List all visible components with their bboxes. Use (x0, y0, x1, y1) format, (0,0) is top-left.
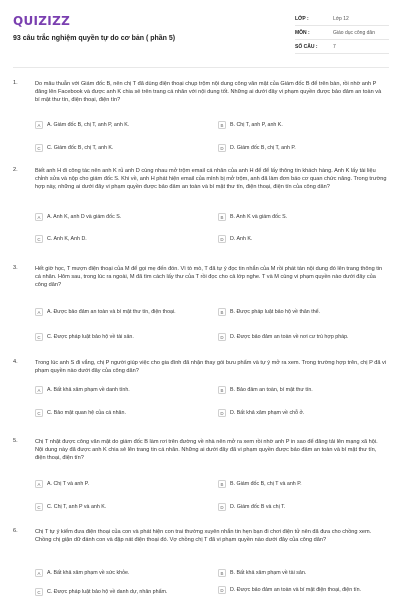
option-letter-box: A (35, 386, 43, 394)
option-letter-box: C (35, 333, 43, 341)
question-text: Chị T tự ý kiểm đưa điện thoại của con và phát hiện con trai thường xuyên nhắn tin hẹn bạn đi chơi điện tử nên đã đưa cho chồng xem. Chồng chị giận dữ đánh con và đập nát điện thoại đó. Vợ chồng chị T đã vi phạm quyền nào dưới đây của công dân? (35, 529, 372, 544)
option-letter-box: A (35, 480, 43, 488)
option-text: A. Bất khả xâm phạm về danh tính. (47, 386, 130, 393)
option-text: C. Bảo mật quan hệ của cá nhân. (47, 409, 126, 416)
option-text: A. Giám đốc B, chị T, anh P, anh K. (47, 121, 130, 128)
meta-value: Giáo dục công dân (333, 29, 375, 36)
option-a[interactable] (35, 121, 197, 129)
meta-row-class (295, 12, 389, 26)
option-letter-box: D (218, 503, 226, 511)
option-a[interactable] (35, 480, 197, 488)
option-text: D. Được bảo đảm an toàn về nơi cư trú hợp pháp. (230, 333, 349, 340)
option-text: B. Bất khả xâm phạm về tài sản. (230, 569, 307, 576)
meta-value: 7 (333, 43, 336, 50)
option-d[interactable] (218, 144, 380, 152)
option-letter-box: B (218, 308, 226, 316)
option-letter-box: A (35, 308, 43, 316)
option-a[interactable] (35, 308, 197, 316)
meta-row-question-count (295, 40, 389, 54)
option-b[interactable] (218, 213, 380, 221)
option-letter-box: B (218, 121, 226, 129)
quizizz-logo: QUIZIZZ (13, 14, 71, 28)
option-letter-box: B (218, 386, 226, 394)
option-c[interactable] (35, 588, 197, 596)
quiz-title: 93 câu trắc nghiệm quyền tự do cơ bản ( phần 5) (13, 35, 176, 42)
option-text: D. Anh K. (230, 235, 253, 242)
option-b[interactable] (218, 569, 380, 577)
option-letter-box: A (35, 213, 43, 221)
option-text: D. Giám đốc B và chị T. (230, 503, 286, 510)
option-text: C. Được pháp luật bảo hộ về danh dự, nhân phẩm. (47, 588, 168, 595)
option-letter-box: C (35, 235, 43, 243)
option-text: B. Bảo đảm an toàn, bí mật thư tín. (230, 386, 313, 393)
option-letter-box: A (35, 569, 43, 577)
option-text: B. Chị T, anh P, anh K. (230, 121, 283, 128)
option-text: D. Giám đốc B, chị T, anh P. (230, 144, 296, 151)
option-b[interactable] (218, 308, 380, 316)
option-text: A. Chị T và anh P. (47, 480, 90, 487)
option-text: C. Chị T, anh P và anh K. (47, 503, 107, 510)
option-b[interactable] (218, 121, 380, 129)
option-c[interactable] (35, 235, 197, 243)
header-divider (13, 67, 389, 68)
question-number: 2. (13, 167, 18, 173)
option-text: C. Anh K, Anh D. (47, 235, 87, 242)
quiz-meta-table (295, 12, 389, 54)
option-d[interactable] (218, 409, 380, 417)
meta-row-subject (295, 26, 389, 40)
option-letter-box: D (218, 235, 226, 243)
meta-key: MÔN : (295, 29, 310, 36)
option-d[interactable] (218, 586, 380, 594)
option-c[interactable] (35, 503, 197, 511)
worksheet-header (0, 0, 400, 62)
option-a[interactable] (35, 386, 197, 394)
option-b[interactable] (218, 480, 380, 488)
option-letter-box: C (35, 144, 43, 152)
question-number: 3. (13, 265, 18, 271)
question-number: 1. (13, 80, 18, 86)
option-letter-box: C (35, 588, 43, 596)
option-c[interactable] (35, 333, 197, 341)
option-letter-box: B (218, 569, 226, 577)
option-letter-box: A (35, 121, 43, 129)
option-text: C. Được pháp luật bảo hộ về tài sản. (47, 333, 134, 340)
option-letter-box: C (35, 409, 43, 417)
option-text: D. Bất khả xâm phạm về chỗ ở. (230, 409, 305, 416)
meta-key: SỐ CÂU : (295, 43, 318, 50)
option-text: B. Được pháp luật bảo hộ về thân thể. (230, 308, 321, 315)
option-a[interactable] (35, 213, 197, 221)
question-text: Biết anh H đi công tác nên anh K rủ anh D cùng nhau mở trộm email cá nhân của anh H để để lấy thông tin khách hàng. Anh K lấy tài liệu chỉnh sửa và nộp cho giám đốc S. Khi về, anh H phát hiện email của mình bị mở trộm, anh đã làm đơn báo cơ quan chức năng. Trong trường hợp này, những ai dưới đây vi phạm quyền được bảo đảm an toàn và bí mật thư tín, điện thoại, điện tín của công dân? (35, 168, 387, 191)
option-letter-box: D (218, 409, 226, 417)
option-text: A. Được bảo đảm an toàn và bí mật thư tín, điện thoại. (47, 308, 176, 315)
option-letter-box: B (218, 213, 226, 221)
question-text: Do mâu thuẫn với Giám đốc B, nên chị T đã dùng điện thoại chụp trộm nội dung công văn mật của Giám đốc B để trên bàn, rồi nhờ anh P đăng lên Facebook và được anh K chia sẻ trên trang cá nhân với nội dung tốt. Những ai dưới đây vi phạm quyền được bảo đảm an toàn và bí mật thư tín, điện thoại, điện tín? (35, 81, 382, 104)
option-a[interactable] (35, 569, 197, 577)
option-d[interactable] (218, 503, 380, 511)
question-number: 4. (13, 359, 18, 365)
question-text: Chị T nhặt được công văn mật do giám đốc B làm rơi trên đường về nhà nên mở ra xem rồi nhờ anh P in sao để đăng tải lên mạng xã hội. Nội dung này đã được anh K chia sẻ lên trang tin cá nhân. Những ai dưới đây đã vi phạm quyền được bảo đảm an toàn và bí mật thư tín, điện thoại, điện tín? (35, 439, 378, 462)
meta-key: LỚP : (295, 15, 309, 22)
option-letter-box: C (35, 503, 43, 511)
question-number: 5. (13, 438, 18, 444)
option-c[interactable] (35, 144, 197, 152)
question-text: Hết giờ học, T mượn điện thoại của M để gọi mẹ đến đón. Vì tò mò, T đã tự ý đọc tin nhắn của M rồi phát tán nội dung đó lên trang thông tin cá nhân. Hôm sau, trong lúc ra ngoài, M đã tìm cách lấy thư của T rồi đọc cho cả lớp nghe. T và M cùng vi phạm quyền nào dưới đây của công dân? (35, 266, 383, 289)
option-c[interactable] (35, 409, 197, 417)
option-text: C. Giám đốc B, chị T, anh K. (47, 144, 114, 151)
option-letter-box: D (218, 144, 226, 152)
option-b[interactable] (218, 386, 380, 394)
question-number: 6. (13, 528, 18, 534)
option-text: B. Anh K và giám đốc S. (230, 213, 288, 220)
option-d[interactable] (218, 235, 380, 243)
question-text: Trong lúc anh S đi vắng, chị P người giúp việc cho gia đình đã nhận thay gói bưu phẩm và tự ý mở ra xem. Trong trường hợp trên, chị P đã vi phạm quyền nào dưới đây của công dân? (35, 360, 387, 375)
meta-value: Lớp 12 (333, 15, 349, 22)
option-letter-box: B (218, 480, 226, 488)
option-text: A. Bất khả xâm phạm về sức khỏe. (47, 569, 130, 576)
option-text: D. Được bảo đảm an toàn và bí mật điện thoại, điện tín. (230, 586, 361, 593)
option-letter-box: D (218, 586, 226, 594)
option-text: B. Giám đốc B, chị T và anh P. (230, 480, 302, 487)
option-d[interactable] (218, 333, 380, 341)
option-letter-box: D (218, 333, 226, 341)
option-text: A. Anh K, anh D và giám đốc S. (47, 213, 122, 220)
